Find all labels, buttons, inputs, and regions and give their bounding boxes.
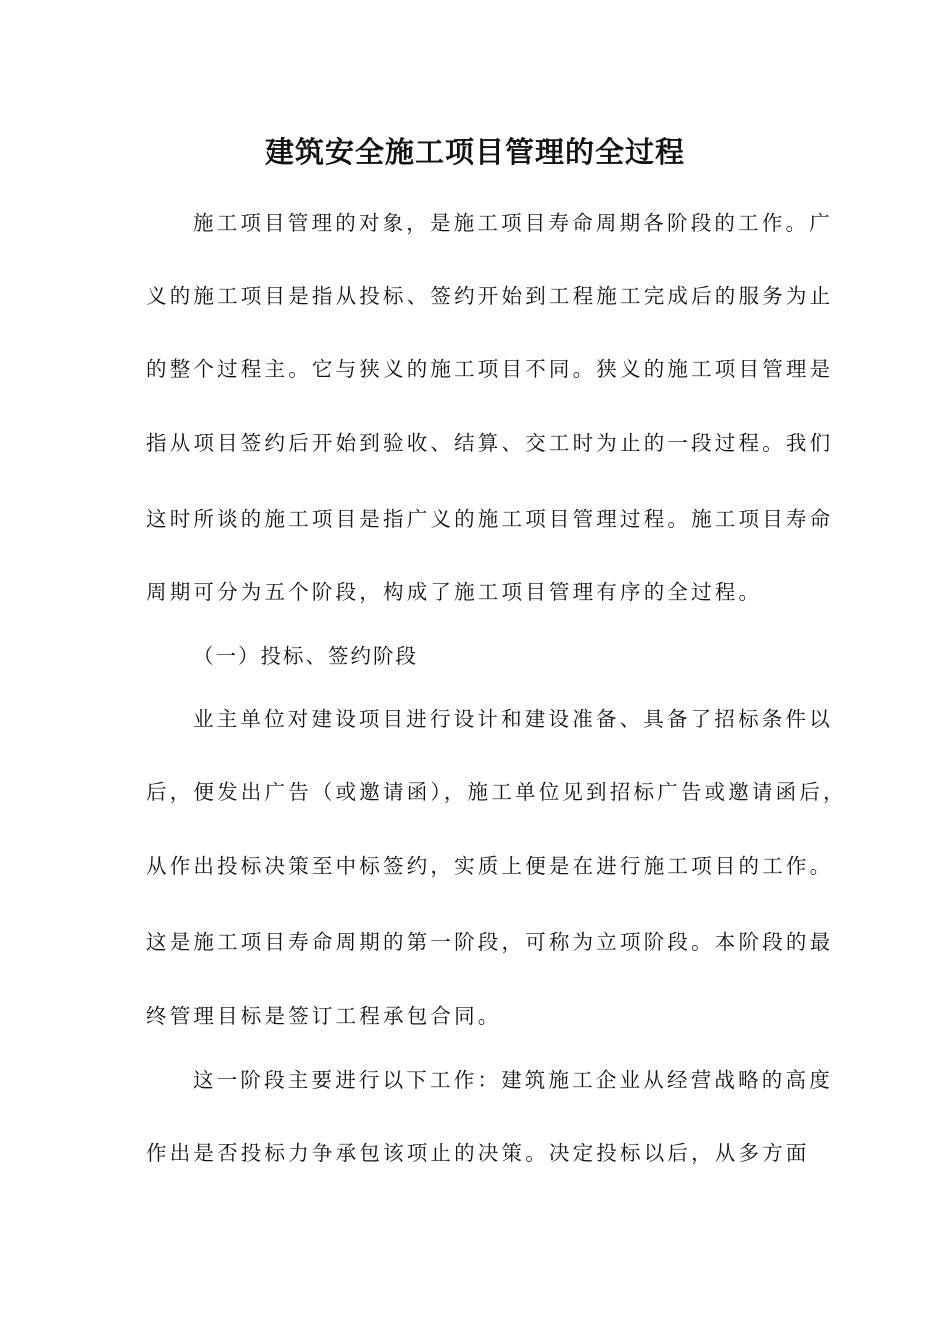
paragraph-line: 终管理目标是签订工程承包合同。 [146, 1004, 502, 1028]
paragraph-line: 义的施工项目是指从投标、签约开始到工程施工完成后的服务为止 [146, 284, 834, 308]
paragraph-line: 后，便发出广告（或邀请函），施工单位见到招标广告或邀请函后， [146, 780, 847, 804]
paragraph-line: 周期可分为五个阶段，构成了施工项目管理有序的全过程。 [146, 580, 763, 604]
paragraph-line: 从作出投标决策至中标签约，实质上便是在进行施工项目的工作。 [146, 854, 834, 878]
paragraph-line: 的整个过程主。它与狭义的施工项目不同。狭义的施工项目管理是 [146, 357, 834, 381]
paragraph-line: 这是施工项目寿命周期的第一阶段，可称为立项阶段。本阶段的最 [146, 930, 834, 954]
paragraph-line: 这一阶段主要进行以下工作：建筑施工企业从经营战略的高度 [193, 1068, 833, 1092]
paragraph-line: 这时所谈的施工项目是指广义的施工项目管理过程。施工项目寿命 [146, 507, 834, 531]
paragraph-line: 施工项目管理的对象，是施工项目寿命周期各阶段的工作。广 [193, 211, 833, 235]
section-heading: （一）投标、签约阶段 [193, 644, 418, 668]
paragraph-line: 指从项目签约后开始到验收、结算、交工时为止的一段过程。我们 [146, 431, 834, 455]
paragraph-line: 业主单位对建设项目进行设计和建设准备、具备了招标条件以 [193, 707, 833, 731]
document-title: 建筑安全施工项目管理的全过程 [264, 135, 685, 169]
paragraph-line: 作出是否投标力争承包该项止的决策。决定投标以后，从多方面 [146, 1141, 810, 1165]
